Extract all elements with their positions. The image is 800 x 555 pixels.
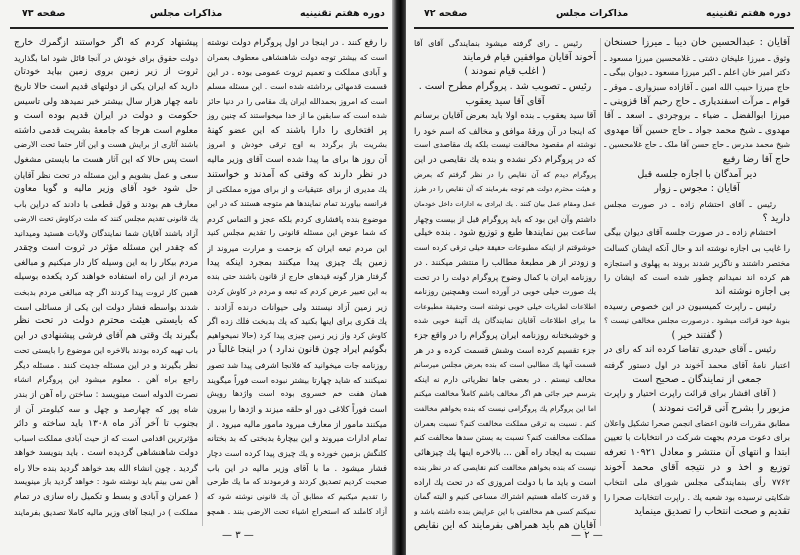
text-line: زیر زمین آزاد نیستند ولی حیوانات درنده آزادند . bbox=[207, 301, 387, 312]
session-title: دوره هفتم تقنینیه bbox=[300, 8, 385, 19]
text-line: مهدوی ـ شیخ محمد جواد ـ حاج حسین آقا مهدوی bbox=[604, 125, 790, 136]
text-line: این مردم تبعه ایران که بزحمت و مرارت میروند از bbox=[207, 242, 387, 253]
text-line: مردم بیکار را به این وسیله کار دار میکنیم و مبالغی bbox=[14, 257, 198, 268]
text-line: آهن نمی بینم باید نوشته شود : خواهد گردید باز مینویسد bbox=[14, 477, 198, 487]
text-line: است پس حالا که این آثار هست ما بایستی مشغول bbox=[14, 155, 198, 166]
text-line: مملکت ) در اینجا آقای وزیر مالیه کاملا تصدیق بفرمایند bbox=[14, 506, 198, 517]
text-line: ( آقای افشار برای قرائت راپرت احتیار و راپرت bbox=[604, 389, 776, 400]
text-line: دیر آمدگان با اجازه جلسه قبل bbox=[637, 168, 757, 180]
text-line: مطابق مقررات قانون اعضای انجمن صحرا تشکیل واعلان bbox=[604, 418, 790, 428]
text-line: ۷۷۶۲ رأی بنمایندگی مجلس شورای ملی انتخاب bbox=[604, 477, 790, 488]
text-line: ما برای اطلاعات آقایان نمایندگان یك آئینهٔ خوبی شده bbox=[414, 316, 596, 326]
page-number: صفحه ۷۳ bbox=[22, 8, 66, 19]
text-line: رئیس ـ تصویب شد . پروگرام مطرح است . bbox=[418, 80, 592, 92]
text-line: که در پروگرام ذکر نشده و بنده یك نقایصی در این bbox=[414, 155, 596, 166]
text-line: کنم . نسبت به ترقی مملکت مخالفت کنم؟ نسبت بعمران bbox=[414, 418, 596, 428]
text-line: آقایان : عبدالحسین خان دیبا ـ میرزا حسنخان bbox=[604, 37, 790, 48]
text-line: بنوبهٔ خود قرائت میشود . درصورت مجلس مخالفی نیست ؟ bbox=[604, 316, 790, 326]
column-divider bbox=[600, 38, 601, 526]
text-line: دولت شاهنشاهی گردیده است . باید بنویسد خواهد bbox=[14, 447, 198, 458]
text-line: بی اجازه نوشته اند bbox=[714, 285, 790, 297]
text-line: یك صورت خیلی خوبی در آورده است وهمچنین روزنامه bbox=[414, 286, 596, 296]
text-line: پر افتخاری را دارا باشند که این عضو کهنهٔ bbox=[207, 125, 387, 136]
text-line: حکومت و دولت در ایران قدیم بوده است و bbox=[14, 110, 198, 122]
text-line: برای دعوت مردم بجهت شرکت در انتخابات با تعیین bbox=[604, 433, 790, 444]
text-line: قسمت قدمهائی برداشته شده است . این مسئله مسلم bbox=[207, 81, 387, 91]
text-line: رئیس ـ رای گرفته میشود بنمایندگی آقای آقا bbox=[414, 38, 582, 48]
page-footer: — ۳ — bbox=[222, 530, 254, 541]
text-line: عمل ومقام عمل بیان کنند . یك ایرادی به ادارات داخل خودمان bbox=[414, 200, 596, 209]
text-column-left bbox=[414, 36, 596, 534]
text-line: مختصر داشتند و ناگزیر شدند بروند به پهلوی و استجازه bbox=[604, 257, 790, 268]
text-line: ( اغلب قیام نمودند ) bbox=[464, 66, 546, 78]
text-line: که چقدر این مسئله مؤثر در ثروت است وچقدر bbox=[14, 242, 198, 253]
text-line: راجع براه آهن . معلوم میشود این پروگرام انشاء bbox=[14, 374, 198, 384]
text-line: سعی و عمل بشویم و این مسئله در تحت نظر آقایان bbox=[14, 169, 198, 180]
text-line: است فوراً کلاغی دور او حلقه میزند و اژدها را بیرون bbox=[207, 404, 387, 415]
header-rule bbox=[414, 27, 794, 29]
text-line: مملکت مخالفت کنم؟ نسبت به بستن سدها مخالفت کنم bbox=[414, 433, 596, 443]
text-line: روزنامه جات میخوانید که فلانجا اشرفی پیدا شد تصور bbox=[207, 360, 387, 371]
text-line: فرانسه بیاورند تمام نمایندها هم متوجه هستند که در این bbox=[207, 199, 387, 209]
text-line: شکایتی نرسیده بود شعبه یك . راپرت انتخابات صحرا را bbox=[604, 491, 790, 502]
text-line: شاه پور که چهارصد و چهل و سه کیلومتر آن از bbox=[14, 404, 198, 415]
text-line: نظر بگیرند و در این مسئله جدیت کنند . مسئله دیگر bbox=[14, 360, 198, 371]
text-line: نیست که بنده بخواهم مخالفت کنم نقایصی که در نظر بنده bbox=[414, 462, 596, 472]
text-line: بترسم خیر جائی هم اگر مخالف باشم کاملاً مخالفت میکنم bbox=[414, 389, 596, 399]
text-line: نمیکنم کسی هم مخالفتی با این عرایض بنده داشته باشد و bbox=[414, 506, 596, 516]
text-line: آقایان هم باید همراهی بفرمایند که این نقایص bbox=[414, 520, 596, 532]
text-line: کاوش کرد واز زیر زمین چیزی پیدا کرد (حالا نمیخواهیم bbox=[207, 330, 387, 340]
text-line: آن روز ها برای ما پیدا شده است آقای وزیر مالیه bbox=[207, 155, 387, 166]
text-column-left bbox=[14, 36, 198, 519]
text-line: و قدرت کامله هستیم اشتراك مساعی کنیم و البته گمان bbox=[414, 491, 596, 501]
text-line: و زودتر از هر مطبعهٔ مطالب را منتشر میکنند . در bbox=[414, 257, 596, 268]
text-line: نصرت الدوله است مینویسد : ساختن راه آهن از بندر bbox=[14, 389, 198, 400]
text-line: است که بیشتر توجه دولت شاهنشاهی معطوف بعمران bbox=[207, 52, 387, 62]
text-line: باشند آثاری از برایش هست و این آثار حتما تحت الارضی bbox=[14, 140, 198, 150]
text-line: رئیس ـ آقای حیدری تقاضا کرده اند که رای در bbox=[604, 345, 776, 356]
running-title: مذاکرات مجلس bbox=[556, 8, 629, 19]
text-line: که اینجا در آن ورقهٔ موافق و مخالف که اسم خود را bbox=[414, 125, 596, 136]
text-line: احتشام زاده ـ در صورت جلسه آقای دیوان بیگی bbox=[604, 228, 776, 239]
text-line: به این تعبیر عرض کردم که تبعه و مردم در کاوش کردن bbox=[207, 286, 387, 296]
text-line: که شما عوض این مسئله قانونی را تقدیم مجلس کنید bbox=[207, 228, 387, 238]
text-line: داشتم وآن این بود که باید پروگرام قبل از بیست وچهار bbox=[414, 213, 596, 224]
text-line: شده است که سابقین ما از خدا میخواستند که چنین روز bbox=[207, 111, 387, 121]
text-line: بشریت باز برگردد به اوج ترقی خودش و امروز bbox=[207, 140, 387, 150]
text-line: اما این پروگرام یك پروگرامی نیست که بنده بخواهم مخالفت bbox=[414, 404, 596, 414]
text-line: صحبت کردیم تصدیق کردند و فرمودند که ما یك طرحی bbox=[207, 477, 387, 487]
text-line: را تقدیم میکنیم که مطابق آن یك قانونی نوشته شود که bbox=[207, 491, 387, 501]
text-column-right bbox=[207, 36, 387, 519]
text-line: نامه چهار هزار سال بیشتر خبر نمیدهد ولی تاسیس bbox=[14, 96, 198, 107]
text-line: را رفع کنند . در اینجا در اول پروگرام دولت نوشته bbox=[207, 38, 387, 48]
text-line: دارید که ایران یکی از دولتهای قدیم است حالا تاریخ bbox=[14, 81, 198, 92]
text-line: و آبادی مملکت و تعمیم ثروت عمومی بوده . در این bbox=[207, 67, 387, 78]
text-line: اطلاعات لطریات خیلی خوبی نوشته است وحقیقة مطبوعات bbox=[414, 301, 596, 311]
text-line: ( گفتند خیر ) bbox=[671, 329, 723, 341]
text-line: توزیع و اخذ و در نتیجه آقای محمد آخوند bbox=[604, 461, 790, 473]
text-line: ساعت بین نمایندها طبع و توزیع شود . بنده خیلی bbox=[414, 228, 596, 239]
text-line: موضوع بنده پافشاری کردم بلکه عجز و التماس کردم bbox=[207, 213, 387, 224]
text-line: جمعی از نمایندگان ـ صحیح است bbox=[632, 373, 762, 385]
running-title: مذاکرات مجلس bbox=[150, 8, 223, 19]
text-line: آخوند آقایان موافقین قیام فرمایند bbox=[462, 51, 596, 63]
text-line: گرفتار هزار گونه قیدهای خارج از قانون باشند حتی بنده bbox=[207, 272, 387, 282]
text-line: قسمت آنها یك مطالبی است که بنده بعرض مجلس میرسانم bbox=[414, 360, 596, 370]
text-line: بجنوب تا آخر آذر ماه ۱۳۰۸ باید ساخته و دائر bbox=[14, 418, 198, 429]
text-line: حاج میرزا حبیب الله امین ـ آقازاده سبزواری ـ موقر ـ bbox=[604, 81, 790, 92]
text-line: ثروت از زیر زمین بروی زمین بیاید خودتان bbox=[14, 67, 198, 78]
text-line: جزء تقسیم کرده است وشش قسمت کرده و در هر bbox=[414, 345, 596, 356]
text-line: و خوشبختانه روزنامه ایران پروگرام را در واقع جزء bbox=[414, 330, 596, 341]
text-line: ابتدا و انتهای آن منتشر و معادل ۱۰۹۲۱ تعرفه bbox=[604, 446, 790, 458]
text-line: که بایستی هیئت محترم دولت در تحت نظر bbox=[14, 315, 198, 327]
text-line: زمین یك چیزی پیدا میکنند بمجرد اینکه پیدا bbox=[207, 257, 387, 268]
text-line: مردم از این راه استفاده خواهند کرد یکعده بوسیله bbox=[14, 272, 198, 283]
text-line: آزاد کاملند که استخراج اشیاء تحت الارضی بنند . همچو bbox=[207, 506, 387, 516]
text-line: حل شود خود آقای وزیر مالیه و گویا معاون bbox=[14, 184, 198, 195]
right-page bbox=[406, 0, 800, 555]
text-line: دارید ؟ bbox=[762, 212, 790, 224]
text-line: وثوق ـ میرزا علیخان دشتی ـ غلامحسین میرزا مسعود ـ bbox=[604, 52, 790, 63]
text-line: شدند بواسطه فشار دولت این یکی از مسائلی است bbox=[14, 301, 198, 312]
text-line: تمام ادارات میروند و این بیچارهٔ بدبختی که بد بختانه bbox=[207, 433, 387, 444]
text-line: معلوم است هرجا که جامعهٔ بشریت قدمی داشته bbox=[14, 125, 198, 136]
text-line: یك فکری برای اینها بکنید که یك بدبخت فلك زده اگر bbox=[207, 316, 387, 327]
header-rule bbox=[10, 27, 388, 29]
text-line: تقدیم و صحت انتخاب را تصدیق مینماید bbox=[634, 505, 790, 517]
text-line: مخالف نیستم . در بعضی جاها نظریاتی دارم نه اینکه bbox=[414, 374, 596, 384]
text-line: میرزا ابوالفضل ـ ضیاء ـ بروجردی ـ اسعد ـ آقا bbox=[604, 111, 790, 122]
text-line: دکتر امیر خان اعلم ـ اکبر میرزا مسعود ـ دیوان بیگی ـ bbox=[604, 67, 790, 78]
text-line: است و باید ما با دولت امروزی که در تحت یك اراده bbox=[414, 477, 596, 488]
text-line: نوشته ام مقصود مخالفت نیست بلکه یك مقاصدی است bbox=[414, 140, 596, 150]
text-line: را غایب بی اجازه نوشته اند و حال آنکه ایشان کسالت bbox=[604, 242, 790, 253]
text-line: و هیئت محترم دولت هم توجه بفرمایند که آن نقایص را در طرز bbox=[414, 185, 596, 194]
text-line: حاج آقا رضا رفیع bbox=[722, 154, 790, 166]
text-line: همین کار ثروت پیدا کردند اگر چه مبالغی مردم بدبخت bbox=[14, 286, 198, 297]
text-line: شیخ محمد مدرس ـ حاج حسن آقا ملک ـ حاج غلامحسین ـ bbox=[604, 140, 790, 150]
text-line: خوشوقتم از اینکه مطبوعات حقیقة خیلی ترقی کرده است bbox=[414, 242, 596, 252]
page-footer: — ۲ — bbox=[571, 530, 603, 541]
text-line: آزاد باشند آقایان شما نمایندگان ولایات هستید ومیدانید bbox=[14, 228, 198, 239]
text-line: دولت حقوق برای خودش در آنجا قائل شود اما بگذارید bbox=[14, 52, 198, 63]
page-number: صفحه ۷۲ bbox=[424, 8, 468, 19]
left-page bbox=[0, 0, 396, 555]
text-line: یك قانونی تقدیم مجلس کنند که ملت درکاوش تحت الارضی bbox=[14, 213, 198, 223]
text-line: همان هفت خم خسروی بوده است واژدها رویش bbox=[207, 389, 387, 399]
session-title: دوره هفتم تقنینیه bbox=[706, 8, 791, 19]
text-line: رئیس ـ راپرت کمیسیون در این خصوص رسیده bbox=[604, 301, 776, 312]
text-line: قوام ـ مرآت اسفندیاری ـ حاج رحیم آقا قزوینی ـ bbox=[604, 95, 790, 107]
text-line: مؤثرترین اقدامی است که از حیث آبادی مملکت اسباب bbox=[14, 433, 198, 444]
text-line: پروگرام دیدم که آن نقایص را در نظر گرفتم که بعرض bbox=[414, 169, 596, 179]
text-line: بگیرند یك وقتی هم آقای فرشی پیشنهادی در این bbox=[14, 330, 198, 341]
text-line: میکنند مامور از معارف میرود مامور مالیه میرود . از bbox=[207, 418, 387, 429]
text-line: معارف هم بودند و قول قطعی با دادند که دراین باب bbox=[14, 199, 198, 210]
text-line: آقایان : مجوس ـ زوار bbox=[654, 183, 740, 195]
text-line: آقای آقا سید یعقوب bbox=[465, 95, 545, 107]
text-line: اعتبار نامهٔ آقای محمد آخوند در اول دستور گرفته bbox=[604, 360, 790, 371]
text-line: ( عمران و آبادی و بسط و تکمیل راه سازی در تمام bbox=[14, 491, 198, 502]
text-line: نمیکنند که شاید چهارتا بیشتر نبوده است فوراً میگویند bbox=[207, 374, 387, 385]
text-line: یك مدیری از برای عتیقیات و از برای موزه مملکتی از bbox=[207, 184, 387, 195]
text-line: بگوئیم ایراد چون قانون ندارد ) در اینجا غالباً در bbox=[207, 344, 387, 356]
text-line: مزبور را بشرح آتی قرائت نمودند ) bbox=[652, 403, 790, 415]
text-line: روزنامه ایران با کمال وضوح پروگرام دولت را در تحت bbox=[414, 272, 596, 283]
text-line: کلنگش بزمین خورده و یك چیزی پیدا کرده است دچار bbox=[207, 447, 387, 458]
text-line: باب تهیه کرده بودند بالاخره این موضوع را بایستی تحت bbox=[14, 345, 198, 356]
text-line: گردید . چون انشاء الله بعد خواهد گردید بنده حالا راه bbox=[14, 462, 198, 473]
column-divider bbox=[202, 38, 203, 526]
text-line: پیشنهاد کردم که اگر خواستند ازگمرك خارج bbox=[14, 37, 198, 48]
text-line: رئیس ـ آقای احتشام زاده ـ در صورت مجلس bbox=[604, 199, 776, 210]
text-line: در نظر دارند که وقتی که آمدند و خواستند bbox=[207, 168, 387, 180]
text-line: است که امروز بحمدالله ایران یك مقامی را در دنیا حائز bbox=[207, 96, 387, 106]
text-line: هم کرده اند نمیدانم چطور شده است که ایشان را bbox=[604, 272, 790, 283]
text-column-right bbox=[604, 36, 790, 519]
text-line: فشار میشود . ما با آقای وزیر مالیه در این باب bbox=[207, 462, 387, 473]
text-line: نسبت به ایجاد راه آهن ... بالاخره اینها یك چیزهائی bbox=[414, 447, 596, 458]
text-line: آقا سید یعقوب ـ بنده اولا باید بعرض آقایان برسانم bbox=[414, 111, 596, 122]
